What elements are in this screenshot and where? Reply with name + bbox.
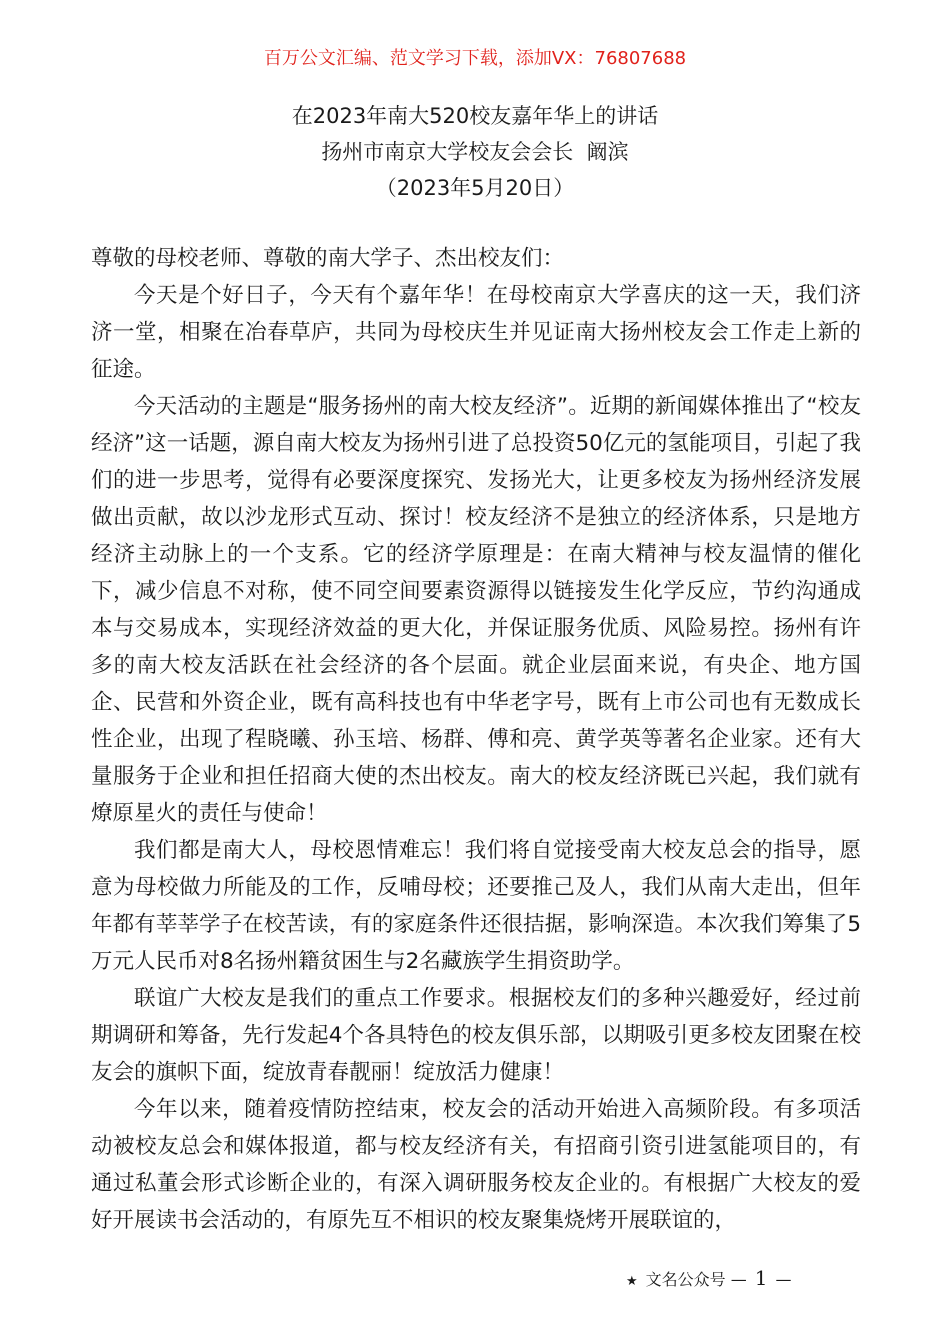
page-footer: [626, 1265, 866, 1295]
title-block: [0, 98, 950, 206]
paragraph-1: 今天是个好日子，今天有个嘉年华！在母校南京大学喜庆的这一天，我们济济一堂，相聚在冶春草庐，共同为母校庆生并见证南大扬州校友会工作走上新的征途。: [91, 283, 861, 382]
speech-date: （2023年5月20日）: [375, 176, 575, 200]
salutation: 尊敬的母校老师、尊敬的南大学子、杰出校友们：: [91, 246, 565, 271]
footer-label: 文名公众号: [645, 1270, 726, 1289]
speaker-line: 扬州市南京大学校友会会长 阚滨: [321, 140, 629, 164]
footer-dash-right: —: [775, 1270, 792, 1289]
header-banner: 百万公文汇编、范文学习下载，添加VX：76807688: [263, 48, 687, 69]
paragraph-5: 今年以来，随着疫情防控结束，校友会的活动开始进入高频阶段。有多项活动被校友总会和媒体报道，都与校友经济有关，有招商引资引进氢能项目的，有通过私董会形式诊断企业的，有深入调研服务校友企业的。有根据广大校友的爱好开展读书会活动的，有原先互不相识的校友聚集烧烤开展联谊的，: [91, 1097, 861, 1233]
paragraph-3: 我们都是南大人，母校恩情难忘！我们将自觉接受南大校友总会的指导，愿意为母校做力所能及的工作，反哺母校；还要推己及人，我们从南大走出，但年年都有莘莘学子在校苦读，有的家庭条件还很拮据，影响深造。本次我们筹集了5万元人民币对8名扬州籍贫困生与2名藏族学生捐资助学。: [91, 838, 861, 974]
star-icon: ★: [626, 1274, 638, 1289]
paragraph-2: 今天活动的主题是“服务扬州的南大校友经济”。近期的新闻媒体推出了“校友经济”这一话题，源自南大校友为扬州引进了总投资50亿元的氢能项目，引起了我们的进一步思考，觉得有必要深度探究、发扬光大，让更多校友为扬州经济发展做出贡献，故以沙龙形式互动、探讨！校友经济不是独立的经济体系，只是地方经济主动脉上的一个支系。它的经济学原理是：在南大精神与校友温情的催化下，减少信息不对称，使不同空间要素资源得以链接发生化学反应，节约沟通成本与交易成本，实现经济效益的更大化，并保证服务优质、风险易控。扬州有许多的南大校友活跃在社会经济的各个层面。就企业层面来说，有央企、地方国企、民营和外资企业，既有高科技也有中华老字号，既有上市公司也有无数成长性企业，出现了程晓曦、孙玉培、杨群、傅和亮、黄学英等著名企业家。还有大量服务于企业和担任招商大使的杰出校友。南大的校友经济既已兴起，我们就有燎原星火的责任与使命！: [91, 394, 861, 826]
speech-title: 在2023年南大520校友嘉年华上的讲话: [291, 104, 659, 128]
speech-body: [91, 240, 861, 1239]
page-number: 1: [754, 1266, 768, 1290]
paragraph-4: 联谊广大校友是我们的重点工作要求。根据校友们的多种兴趣爱好，经过前期调研和筹备，先行发起4个各具特色的校友俱乐部，以期吸引更多校友团聚在校友会的旗帜下面，绽放青春靓丽！绽放活力健康！: [91, 986, 861, 1085]
footer-dash-left: —: [730, 1270, 747, 1289]
